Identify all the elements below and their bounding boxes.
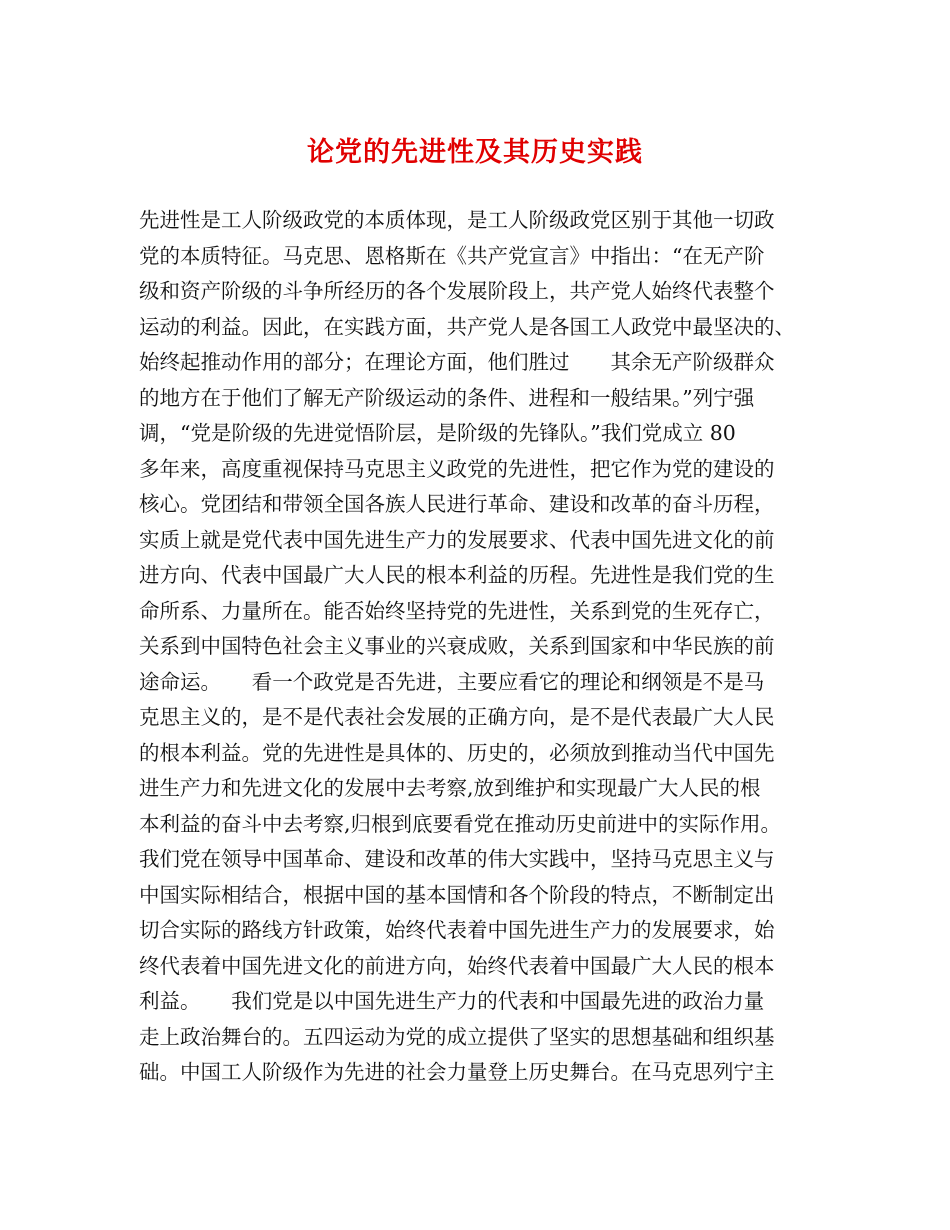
- text-line: 利益。 我们党是以中国先进生产力的代表和中国最先进的政治力量: [139, 989, 765, 1013]
- text-line: 党的本质特征。马克思、恩格斯在《共产党宣言》中指出：“在无产阶: [139, 243, 765, 268]
- text-line: 运动的利益。因此，在实践方面，共产党人是各国工人政党中最坚决的、: [139, 314, 795, 339]
- text-line: 础。中国工人阶级作为先进的社会力量登上历史舞台。在马克思列宁主: [139, 1060, 775, 1084]
- text-line: 始终起推动作用的部分；在理论方面，他们胜过 其余无产阶级群众: [139, 350, 775, 374]
- text-line: 实质上就是党代表中国先进生产力的发展要求、代表中国先进文化的前: [139, 527, 775, 552]
- text-line: 多年来，高度重视保持马克思主义政党的先进性，把它作为党的建设的: [139, 456, 775, 481]
- text-line: 走上政治舞台的。五四运动为党的成立提供了坚实的思想基础和组织基: [139, 1024, 775, 1049]
- text-line: 克思主义的，是不是代表社会发展的正确方向，是不是代表最广大人民: [139, 705, 775, 729]
- text-line: 终代表着中国先进文化的前进方向，始终代表着中国最广大人民的根本: [139, 953, 775, 978]
- text-line: 本利益的奋斗中去考察,归根到底要看党在推动历史前进中的实际作用。: [139, 811, 782, 836]
- text-line: 的根本利益。党的先进性是具体的、历史的，必须放到推动当代中国先: [139, 740, 775, 765]
- text-line: 进生产力和先进文化的发展中去考察,放到维护和实现最广大人民的根: [139, 776, 761, 800]
- text-line: 先进性是工人阶级政党的本质体现，是工人阶级政党区别于其他一切政: [139, 208, 775, 232]
- text-line: 中国实际相结合，根据中国的基本国情和各个阶段的特点，不断制定出: [139, 882, 775, 907]
- text-line: 级和资产阶级的斗争所经历的各个发展阶段上，共产党人始终代表整个: [139, 279, 775, 303]
- text-line: 调，“党是阶级的先进觉悟阶层，是阶级的先锋队。”我们党成立 80: [139, 421, 736, 445]
- text-line: 途命运。 看一个政党是否先进，主要应看它的理论和纲领是不是马: [139, 669, 765, 694]
- text-line: 关系到中国特色社会主义事业的兴衰成败，关系到国家和中华民族的前: [139, 634, 775, 658]
- text-line: 切合实际的路线方针政策，始终代表着中国先进生产力的发展要求，始: [139, 918, 775, 942]
- text-line: 的地方在于他们了解无产阶级运动的条件、进程和一般结果。”列宁强: [139, 385, 755, 410]
- document-body: [139, 203, 819, 1091]
- text-line: 核心。党团结和带领全国各族人民进行革命、建设和改革的奋斗历程，: [139, 492, 775, 516]
- document-title: 论党的先进性及其历史实践: [307, 137, 643, 168]
- text-line: 我们党在领导中国革命、建设和改革的伟大实践中，坚持马克思主义与: [139, 847, 775, 871]
- text-line: 命所系、力量所在。能否始终坚持党的先进性，关系到党的生死存亡，: [139, 598, 775, 623]
- text-line: 进方向、代表中国最广大人民的根本利益的历程。先进性是我们党的生: [139, 563, 775, 587]
